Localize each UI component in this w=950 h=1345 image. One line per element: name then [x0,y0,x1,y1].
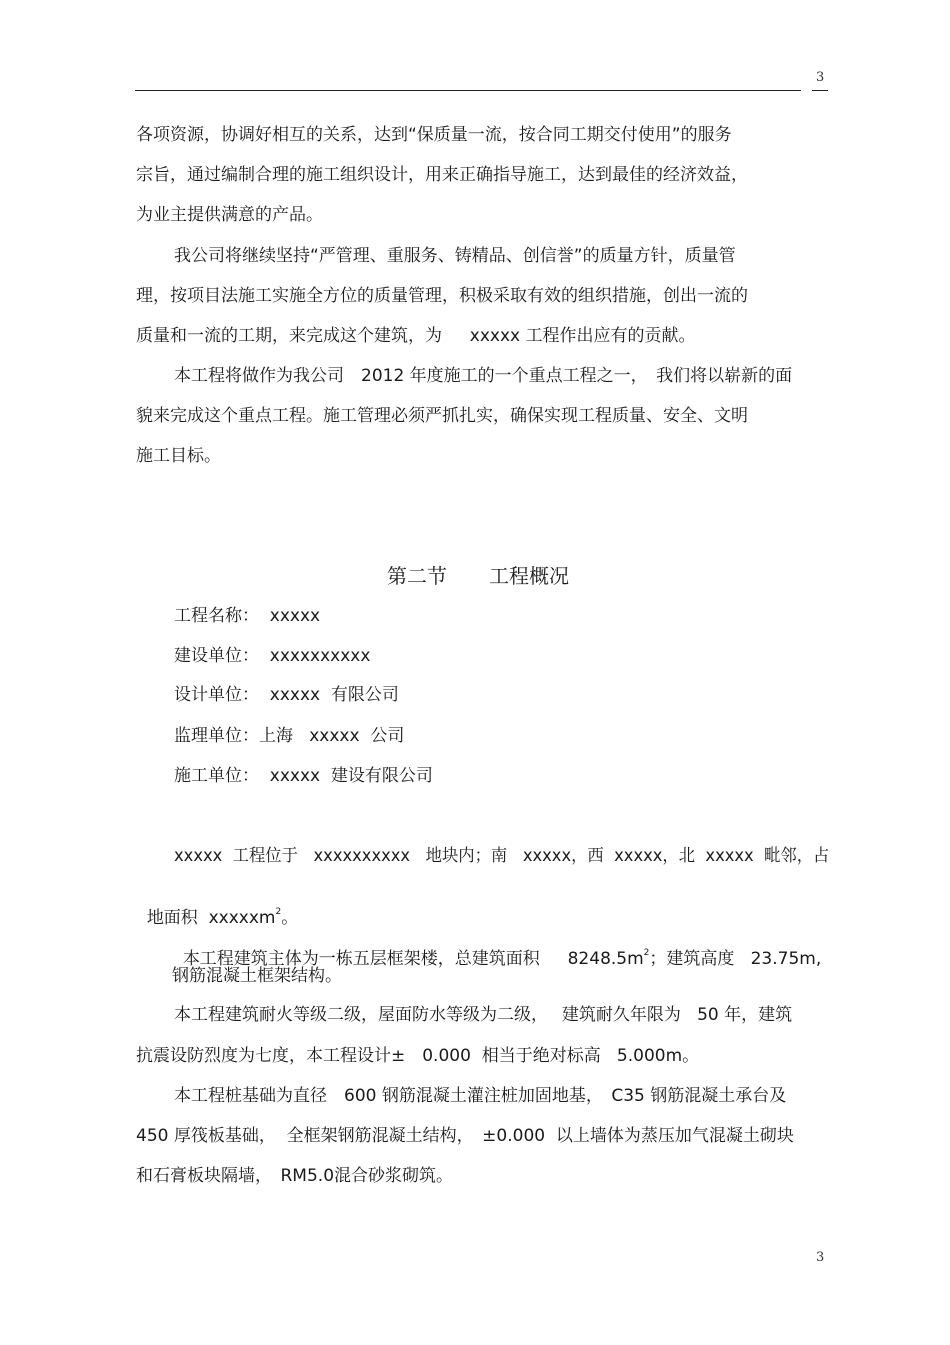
body-line: 450 厚筏板基础， 全框架钢筋混凝土结构， ±0.000 以上墙体为蒸压加气混凝土砌块 [136,1126,794,1146]
intro-line: 理，按项目法施工实施全方位的质量管理，积极采取有效的组织措施，创出一流的 [136,286,748,306]
intro-line: 各项资源，协调好相互的关系，达到“保质量一流，按合同工期交付使用”的服务 [136,125,732,145]
info-project-name: 工程名称： xxxxx [174,606,321,626]
body-line: xxxxx 工程位于 xxxxxxxxxx 地块内；南 xxxxx，西 xxxxx，北 xxxxx 毗邻，占 [174,846,830,866]
body-line [136,885,298,929]
info-designer: 设计单位： xxxxx 有限公司 [174,685,399,705]
body-line-text: 本工程建筑主体为一栋五层框架楼，总建筑面积 8248.5m [182,949,644,969]
intro-line: 为业主提供满意的产品。 [136,205,323,225]
header-rule [135,90,801,91]
intro-line: 宗旨，通过编制合理的施工组织设计，用来正确指导施工，达到最佳的经济效益， [136,165,748,185]
body-line-text: 地面积 xxxxxm [146,908,276,928]
intro-line: 质量和一流的工期，来完成这个建筑，为 xxxxx 工程作出应有的贡献。 [136,326,696,346]
body-line-suffix: 。 [281,908,299,928]
header-page-number: 3 [816,70,825,85]
body-line-suffix: ；建筑高度 23.75m, [649,949,822,969]
intro-line: 本工程将做作为我公司 2012 年度施工的一个重点工程之一， 我们将以崭新的面 [174,366,793,386]
body-line: 和石膏板块隔墙， RM5.0混合砂浆砌筑。 [136,1166,454,1186]
info-contractor: 施工单位： xxxxx 建设有限公司 [174,766,433,786]
section-title: 工程概况 [489,564,569,588]
superscript: 2 [275,907,282,917]
intro-line: 貌来完成这个重点工程。施工管理必须严抓扎实，确保实现工程质量、安全、文明 [136,406,748,426]
info-owner: 建设单位： xxxxxxxxxx [174,646,371,666]
body-line: 本工程建筑耐火等级二级，屋面防水等级为二级， 建筑耐久年限为 50 年，建筑 [174,1005,793,1025]
intro-line: 我公司将继续坚持“严管理、重服务、铸精品、创信誉”的质量方针，质量管 [174,246,736,266]
body-line: 钢筋混凝土框架结构。 [172,966,342,986]
body-line: 本工程桩基础为直径 600 钢筋混凝土灌注桩加固地基， C35 钢筋混凝土承台及 [174,1086,787,1106]
section-number: 第二节 [387,564,447,588]
footer-page-number: 3 [816,1250,825,1265]
intro-line: 施工目标。 [136,446,221,466]
body-line [172,926,821,970]
info-supervisor: 监理单位：上海 xxxxx 公司 [174,726,405,746]
header-rule-short [812,90,828,91]
body-line: 抗震设防烈度为七度，本工程设计± 0.000 相当于绝对标高 5.000m。 [136,1046,700,1066]
superscript: 2 [643,948,650,958]
